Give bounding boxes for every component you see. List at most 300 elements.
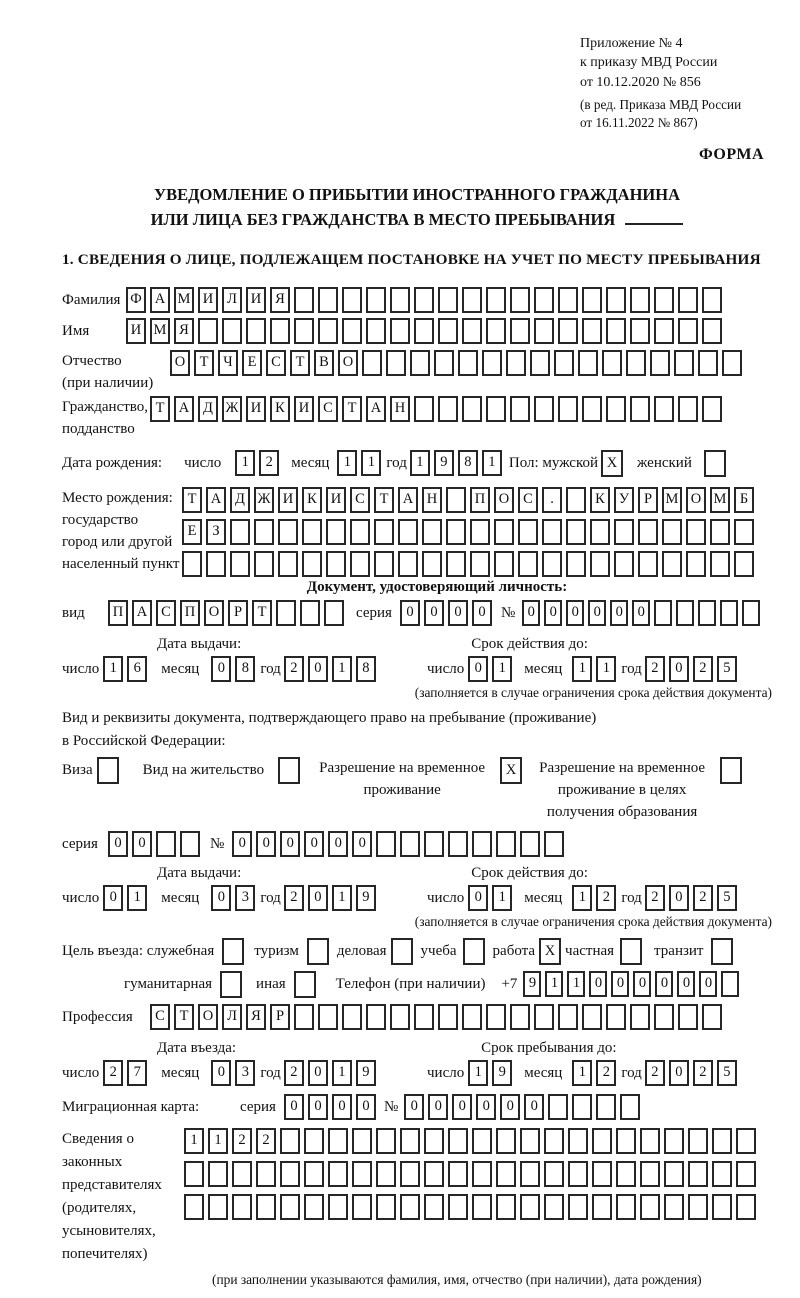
char-cell[interactable]: 0 — [284, 1094, 304, 1120]
char-cell[interactable]: А — [132, 600, 152, 626]
char-cell[interactable] — [548, 1094, 568, 1120]
char-cell[interactable] — [374, 519, 394, 545]
char-cell[interactable] — [222, 318, 242, 344]
char-cell[interactable]: 1 — [596, 656, 616, 682]
char-cell[interactable]: 0 — [304, 831, 324, 857]
char-cell[interactable]: Р — [270, 1004, 290, 1030]
checkbox-tourism[interactable] — [307, 938, 329, 965]
char-cell[interactable]: 0 — [500, 1094, 520, 1120]
char-cell[interactable] — [342, 287, 362, 313]
char-cell[interactable] — [318, 1004, 338, 1030]
char-cell[interactable]: И — [246, 287, 266, 313]
char-cell[interactable] — [294, 318, 314, 344]
char-cell[interactable] — [518, 551, 538, 577]
char-cell[interactable] — [734, 551, 754, 577]
char-cell[interactable] — [342, 318, 362, 344]
char-cell[interactable] — [410, 350, 430, 376]
char-cell[interactable]: 8 — [356, 656, 376, 682]
char-cell[interactable] — [486, 287, 506, 313]
char-cell[interactable] — [414, 318, 434, 344]
char-cell[interactable]: 0 — [476, 1094, 496, 1120]
char-cell[interactable]: А — [398, 487, 418, 513]
char-cell[interactable] — [208, 1194, 228, 1220]
char-cell[interactable] — [414, 396, 434, 422]
char-cell[interactable]: Е — [182, 519, 202, 545]
checkbox-private[interactable] — [620, 938, 642, 965]
char-cell[interactable] — [582, 1004, 602, 1030]
char-cell[interactable]: 0 — [699, 971, 717, 997]
char-cell[interactable] — [280, 1128, 300, 1154]
char-cell[interactable] — [376, 1161, 396, 1187]
char-cell[interactable]: 2 — [259, 450, 279, 476]
char-cell[interactable] — [596, 1094, 616, 1120]
char-cell[interactable]: 2 — [645, 656, 665, 682]
char-cell[interactable]: 2 — [284, 656, 304, 682]
char-cell[interactable] — [606, 287, 626, 313]
char-cell[interactable]: М — [150, 318, 170, 344]
char-cell[interactable] — [246, 318, 266, 344]
char-cell[interactable]: К — [590, 487, 610, 513]
char-cell[interactable] — [510, 318, 530, 344]
char-cell[interactable] — [614, 551, 634, 577]
char-cell[interactable]: 9 — [356, 885, 376, 911]
char-cell[interactable] — [578, 350, 598, 376]
char-cell[interactable] — [662, 551, 682, 577]
char-cell[interactable]: 1 — [572, 656, 592, 682]
char-cell[interactable] — [686, 551, 706, 577]
char-cell[interactable]: 1 — [208, 1128, 228, 1154]
char-cell[interactable] — [366, 318, 386, 344]
char-cell[interactable] — [324, 600, 344, 626]
char-cell[interactable] — [496, 1194, 516, 1220]
char-cell[interactable]: 0 — [611, 971, 629, 997]
char-cell[interactable]: 0 — [232, 831, 252, 857]
char-cell[interactable] — [686, 519, 706, 545]
checkbox-temp-residence[interactable]: X — [500, 757, 522, 784]
checkbox-temp-residence-edu[interactable] — [720, 757, 742, 784]
checkbox-humanitarian[interactable] — [220, 971, 242, 998]
char-cell[interactable] — [424, 1161, 444, 1187]
char-cell[interactable]: 9 — [356, 1060, 376, 1086]
char-cell[interactable] — [424, 831, 444, 857]
char-cell[interactable] — [326, 551, 346, 577]
char-cell[interactable] — [496, 831, 516, 857]
char-cell[interactable]: М — [662, 487, 682, 513]
char-cell[interactable]: 0 — [424, 600, 444, 626]
char-cell[interactable] — [630, 318, 650, 344]
char-cell[interactable] — [470, 519, 490, 545]
char-cell[interactable]: 0 — [308, 1060, 328, 1086]
char-cell[interactable] — [554, 350, 574, 376]
char-cell[interactable]: 1 — [492, 885, 512, 911]
char-cell[interactable]: 1 — [332, 656, 352, 682]
char-cell[interactable]: 1 — [572, 1060, 592, 1086]
char-cell[interactable] — [542, 519, 562, 545]
char-cell[interactable]: 2 — [645, 1060, 665, 1086]
char-cell[interactable] — [568, 1128, 588, 1154]
char-cell[interactable] — [606, 1004, 626, 1030]
char-cell[interactable] — [462, 318, 482, 344]
char-cell[interactable] — [616, 1128, 636, 1154]
char-cell[interactable] — [374, 551, 394, 577]
char-cell[interactable] — [422, 519, 442, 545]
char-cell[interactable]: И — [246, 396, 266, 422]
char-cell[interactable]: 1 — [492, 656, 512, 682]
char-cell[interactable]: 1 — [235, 450, 255, 476]
char-cell[interactable] — [534, 396, 554, 422]
checkbox-visa[interactable] — [97, 757, 119, 784]
char-cell[interactable]: 0 — [308, 885, 328, 911]
char-cell[interactable] — [678, 318, 698, 344]
char-cell[interactable]: 0 — [632, 600, 650, 626]
char-cell[interactable] — [400, 1194, 420, 1220]
char-cell[interactable]: С — [150, 1004, 170, 1030]
char-cell[interactable]: 2 — [284, 1060, 304, 1086]
char-cell[interactable]: 0 — [211, 885, 231, 911]
char-cell[interactable]: 0 — [132, 831, 152, 857]
char-cell[interactable] — [712, 1161, 732, 1187]
char-cell[interactable]: Л — [222, 287, 242, 313]
char-cell[interactable]: О — [686, 487, 706, 513]
char-cell[interactable] — [678, 1004, 698, 1030]
char-cell[interactable] — [302, 551, 322, 577]
char-cell[interactable] — [472, 1161, 492, 1187]
char-cell[interactable]: Т — [342, 396, 362, 422]
char-cell[interactable]: 2 — [232, 1128, 252, 1154]
char-cell[interactable] — [582, 318, 602, 344]
char-cell[interactable] — [606, 396, 626, 422]
char-cell[interactable]: 0 — [669, 656, 689, 682]
char-cell[interactable]: Р — [228, 600, 248, 626]
char-cell[interactable]: Т — [252, 600, 272, 626]
char-cell[interactable]: 9 — [434, 450, 454, 476]
char-cell[interactable] — [712, 1194, 732, 1220]
char-cell[interactable]: 1 — [184, 1128, 204, 1154]
char-cell[interactable] — [626, 350, 646, 376]
char-cell[interactable] — [592, 1194, 612, 1220]
char-cell[interactable] — [342, 1004, 362, 1030]
char-cell[interactable]: 9 — [523, 971, 541, 997]
char-cell[interactable]: 1 — [410, 450, 430, 476]
char-cell[interactable]: О — [494, 487, 514, 513]
char-cell[interactable]: 1 — [332, 1060, 352, 1086]
char-cell[interactable] — [482, 350, 502, 376]
char-cell[interactable]: 0 — [522, 600, 540, 626]
char-cell[interactable] — [534, 318, 554, 344]
char-cell[interactable] — [710, 551, 730, 577]
char-cell[interactable] — [572, 1094, 592, 1120]
char-cell[interactable] — [688, 1194, 708, 1220]
char-cell[interactable] — [232, 1194, 252, 1220]
char-cell[interactable] — [702, 1004, 722, 1030]
char-cell[interactable] — [654, 1004, 674, 1030]
char-cell[interactable] — [294, 287, 314, 313]
char-cell[interactable] — [184, 1194, 204, 1220]
char-cell[interactable]: И — [326, 487, 346, 513]
char-cell[interactable] — [462, 1004, 482, 1030]
char-cell[interactable]: 3 — [235, 885, 255, 911]
char-cell[interactable] — [400, 1161, 420, 1187]
char-cell[interactable] — [448, 1128, 468, 1154]
char-cell[interactable]: А — [174, 396, 194, 422]
char-cell[interactable] — [721, 971, 739, 997]
char-cell[interactable]: П — [108, 600, 128, 626]
char-cell[interactable]: 1 — [361, 450, 381, 476]
checkbox-male[interactable]: X — [601, 450, 623, 477]
char-cell[interactable] — [448, 831, 468, 857]
char-cell[interactable]: А — [366, 396, 386, 422]
char-cell[interactable] — [534, 287, 554, 313]
char-cell[interactable] — [688, 1161, 708, 1187]
char-cell[interactable]: 6 — [127, 656, 147, 682]
char-cell[interactable] — [558, 396, 578, 422]
char-cell[interactable]: 0 — [328, 831, 348, 857]
char-cell[interactable]: О — [198, 1004, 218, 1030]
char-cell[interactable] — [742, 600, 760, 626]
char-cell[interactable] — [278, 551, 298, 577]
char-cell[interactable]: Ч — [218, 350, 238, 376]
char-cell[interactable] — [486, 1004, 506, 1030]
char-cell[interactable]: 0 — [633, 971, 651, 997]
char-cell[interactable] — [736, 1161, 756, 1187]
char-cell[interactable]: С — [318, 396, 338, 422]
char-cell[interactable]: Р — [638, 487, 658, 513]
char-cell[interactable]: Л — [222, 1004, 242, 1030]
char-cell[interactable]: 5 — [717, 885, 737, 911]
char-cell[interactable]: 0 — [544, 600, 562, 626]
char-cell[interactable]: 2 — [596, 1060, 616, 1086]
char-cell[interactable]: С — [156, 600, 176, 626]
char-cell[interactable] — [390, 1004, 410, 1030]
char-cell[interactable]: 0 — [211, 1060, 231, 1086]
char-cell[interactable]: 0 — [308, 1094, 328, 1120]
char-cell[interactable] — [566, 519, 586, 545]
char-cell[interactable]: 2 — [284, 885, 304, 911]
checkbox-official[interactable] — [222, 938, 244, 965]
char-cell[interactable]: Т — [290, 350, 310, 376]
char-cell[interactable] — [390, 318, 410, 344]
char-cell[interactable] — [438, 287, 458, 313]
char-cell[interactable] — [662, 519, 682, 545]
char-cell[interactable] — [376, 831, 396, 857]
char-cell[interactable] — [376, 1194, 396, 1220]
char-cell[interactable] — [270, 318, 290, 344]
char-cell[interactable] — [438, 318, 458, 344]
char-cell[interactable] — [702, 287, 722, 313]
char-cell[interactable] — [276, 600, 296, 626]
char-cell[interactable]: У — [614, 487, 634, 513]
char-cell[interactable] — [208, 1161, 228, 1187]
char-cell[interactable] — [592, 1161, 612, 1187]
char-cell[interactable] — [328, 1161, 348, 1187]
char-cell[interactable] — [702, 318, 722, 344]
char-cell[interactable] — [544, 1161, 564, 1187]
char-cell[interactable] — [352, 1161, 372, 1187]
char-cell[interactable] — [254, 551, 274, 577]
char-cell[interactable] — [280, 1161, 300, 1187]
char-cell[interactable]: К — [302, 487, 322, 513]
char-cell[interactable]: 0 — [280, 831, 300, 857]
char-cell[interactable]: 0 — [404, 1094, 424, 1120]
char-cell[interactable] — [582, 396, 602, 422]
char-cell[interactable]: 0 — [211, 656, 231, 682]
char-cell[interactable] — [184, 1161, 204, 1187]
char-cell[interactable] — [544, 1194, 564, 1220]
char-cell[interactable]: Я — [270, 287, 290, 313]
char-cell[interactable] — [518, 519, 538, 545]
char-cell[interactable] — [386, 350, 406, 376]
char-cell[interactable] — [566, 551, 586, 577]
char-cell[interactable] — [542, 551, 562, 577]
char-cell[interactable] — [494, 551, 514, 577]
char-cell[interactable] — [590, 551, 610, 577]
char-cell[interactable] — [470, 551, 490, 577]
char-cell[interactable]: 2 — [103, 1060, 123, 1086]
char-cell[interactable] — [230, 551, 250, 577]
char-cell[interactable]: 0 — [356, 1094, 376, 1120]
char-cell[interactable] — [544, 1128, 564, 1154]
char-cell[interactable]: 1 — [127, 885, 147, 911]
char-cell[interactable]: Н — [390, 396, 410, 422]
checkbox-residence-permit[interactable] — [278, 757, 300, 784]
char-cell[interactable] — [510, 1004, 530, 1030]
char-cell[interactable] — [630, 1004, 650, 1030]
char-cell[interactable] — [366, 1004, 386, 1030]
char-cell[interactable] — [520, 1161, 540, 1187]
char-cell[interactable] — [654, 287, 674, 313]
char-cell[interactable]: 1 — [332, 885, 352, 911]
char-cell[interactable] — [256, 1194, 276, 1220]
char-cell[interactable]: М — [710, 487, 730, 513]
char-cell[interactable] — [720, 600, 738, 626]
char-cell[interactable] — [230, 519, 250, 545]
char-cell[interactable]: 5 — [717, 1060, 737, 1086]
char-cell[interactable] — [678, 287, 698, 313]
char-cell[interactable]: О — [170, 350, 190, 376]
char-cell[interactable] — [350, 551, 370, 577]
char-cell[interactable] — [640, 1194, 660, 1220]
char-cell[interactable] — [280, 1194, 300, 1220]
char-cell[interactable]: 1 — [545, 971, 563, 997]
char-cell[interactable] — [462, 396, 482, 422]
char-cell[interactable] — [352, 1128, 372, 1154]
char-cell[interactable] — [398, 551, 418, 577]
char-cell[interactable]: 1 — [337, 450, 357, 476]
char-cell[interactable] — [362, 350, 382, 376]
char-cell[interactable] — [366, 287, 386, 313]
char-cell[interactable] — [414, 287, 434, 313]
char-cell[interactable]: И — [126, 318, 146, 344]
char-cell[interactable]: П — [180, 600, 200, 626]
char-cell[interactable]: 0 — [566, 600, 584, 626]
char-cell[interactable] — [722, 350, 742, 376]
char-cell[interactable] — [698, 350, 718, 376]
char-cell[interactable] — [520, 1128, 540, 1154]
char-cell[interactable]: 0 — [103, 885, 123, 911]
char-cell[interactable] — [326, 519, 346, 545]
char-cell[interactable] — [630, 287, 650, 313]
char-cell[interactable] — [710, 519, 730, 545]
char-cell[interactable]: 0 — [669, 885, 689, 911]
char-cell[interactable] — [156, 831, 176, 857]
char-cell[interactable]: 2 — [693, 1060, 713, 1086]
char-cell[interactable] — [256, 1161, 276, 1187]
char-cell[interactable] — [592, 1128, 612, 1154]
char-cell[interactable]: 0 — [655, 971, 673, 997]
char-cell[interactable] — [530, 350, 550, 376]
checkbox-work[interactable]: X — [539, 938, 561, 965]
char-cell[interactable]: 2 — [596, 885, 616, 911]
char-cell[interactable]: Ф — [126, 287, 146, 313]
char-cell[interactable] — [640, 1128, 660, 1154]
char-cell[interactable] — [640, 1161, 660, 1187]
char-cell[interactable]: П — [470, 487, 490, 513]
char-cell[interactable] — [390, 287, 410, 313]
char-cell[interactable]: 0 — [588, 600, 606, 626]
char-cell[interactable] — [462, 287, 482, 313]
char-cell[interactable]: С — [518, 487, 538, 513]
char-cell[interactable] — [424, 1194, 444, 1220]
char-cell[interactable] — [510, 396, 530, 422]
char-cell[interactable] — [566, 487, 586, 513]
char-cell[interactable] — [712, 1128, 732, 1154]
char-cell[interactable] — [638, 551, 658, 577]
char-cell[interactable] — [182, 551, 202, 577]
char-cell[interactable]: И — [278, 487, 298, 513]
char-cell[interactable]: Т — [194, 350, 214, 376]
char-cell[interactable] — [352, 1194, 372, 1220]
char-cell[interactable]: 0 — [677, 971, 695, 997]
char-cell[interactable] — [736, 1128, 756, 1154]
char-cell[interactable] — [472, 1194, 492, 1220]
char-cell[interactable] — [506, 350, 526, 376]
char-cell[interactable] — [606, 318, 626, 344]
char-cell[interactable] — [664, 1194, 684, 1220]
char-cell[interactable]: Б — [734, 487, 754, 513]
char-cell[interactable] — [446, 487, 466, 513]
char-cell[interactable] — [510, 287, 530, 313]
char-cell[interactable]: Я — [246, 1004, 266, 1030]
char-cell[interactable]: 3 — [235, 1060, 255, 1086]
char-cell[interactable] — [398, 519, 418, 545]
checkbox-study[interactable] — [463, 938, 485, 965]
char-cell[interactable] — [438, 1004, 458, 1030]
char-cell[interactable]: 0 — [352, 831, 372, 857]
char-cell[interactable] — [446, 551, 466, 577]
char-cell[interactable] — [702, 396, 722, 422]
char-cell[interactable] — [620, 1094, 640, 1120]
checkbox-other-purpose[interactable] — [294, 971, 316, 998]
char-cell[interactable]: Д — [230, 487, 250, 513]
char-cell[interactable] — [544, 831, 564, 857]
char-cell[interactable] — [446, 519, 466, 545]
char-cell[interactable]: 8 — [235, 656, 255, 682]
char-cell[interactable] — [400, 831, 420, 857]
char-cell[interactable] — [664, 1128, 684, 1154]
char-cell[interactable] — [734, 519, 754, 545]
char-cell[interactable] — [318, 318, 338, 344]
char-cell[interactable] — [300, 600, 320, 626]
char-cell[interactable]: 0 — [428, 1094, 448, 1120]
char-cell[interactable] — [294, 1004, 314, 1030]
char-cell[interactable]: Ж — [222, 396, 242, 422]
checkbox-business[interactable] — [391, 938, 413, 965]
char-cell[interactable]: С — [350, 487, 370, 513]
char-cell[interactable] — [654, 396, 674, 422]
char-cell[interactable]: 0 — [468, 656, 488, 682]
char-cell[interactable]: 1 — [103, 656, 123, 682]
char-cell[interactable] — [602, 350, 622, 376]
